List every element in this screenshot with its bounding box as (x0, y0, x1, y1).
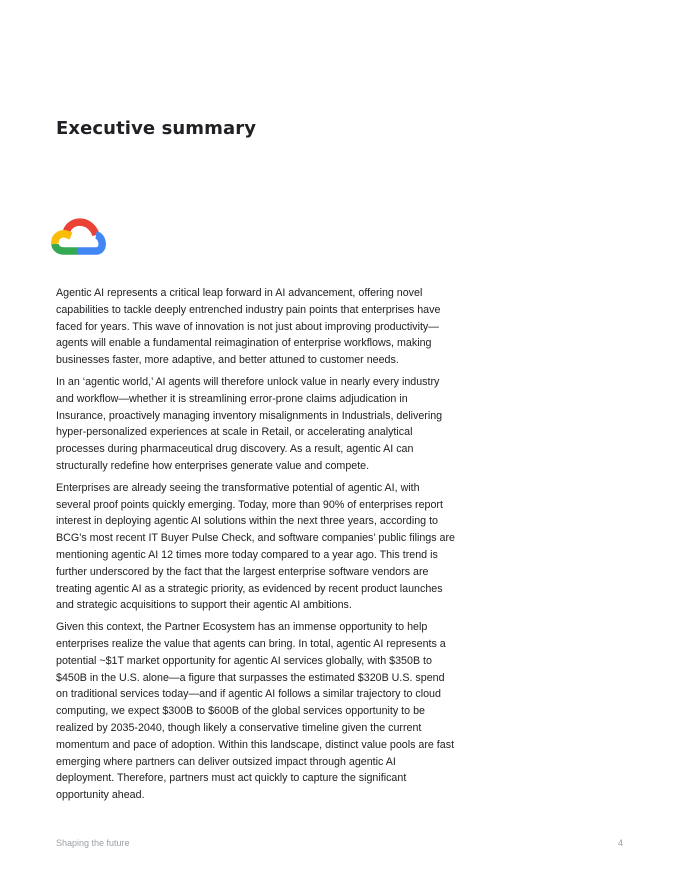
page-title: Executive summary (56, 118, 257, 139)
paragraph: In an ‘agentic world,’ AI agents will therefore unlock value in nearly every industry and workflow—whether it is streamlining error-prone claims adjudication in Insurance, proactively managing inventory misalignments in Industrials, delivering hyper-personalized experiences at scale in Retail, or accelerating analytical processes during pharmaceutical drug discovery. As a result, agentic AI can structurally redefine how enterprises generate value and compete. (56, 375, 443, 472)
paragraph: Given this context, the Partner Ecosystem has an immense opportunity to help enterprises realize the value that agents can bring. In total, agentic AI represents a potential ~$1T market opportunity for agentic AI services globally, with $350B to $450B in the U.S. alone—a figure that surpasses the estimated $320B U.S. spend on traditional services today—and if agentic AI follows a similar trajectory to cloud computing, we expect $300B to $600B of the global services opportunity to be realized by 2035-2040, though likely a conservative timeline given the current momentum and pace of adoption. Within this landscape, distinct value pools are fast emerging where partners can deliver outsized impact through agentic AI deployment. Therefore, partners must act quickly to capture the significant opportunity ahead. (56, 621, 455, 802)
body-text (56, 285, 456, 809)
paragraph: Enterprises are already seeing the transformative potential of agentic AI, with several proof points quickly emerging. Today, more than 90% of enterprises report interest in deploying agentic AI solutions within the next three years, according to BCG’s most recent IT Buyer Pulse Check, and software companies’ public filings are mentioning agentic AI 12 times more today compared to a year ago. This trend is further underscored by the fact that the largest enterprise software vendors are treating agentic AI as a strategic priority, as evidenced by recent product launches and strategic acquisitions to support their agentic AI ambitions. (56, 481, 455, 612)
page-number: 4 (617, 838, 623, 848)
footer-title: Shaping the future (56, 838, 130, 848)
logo-green-arc (55, 244, 77, 251)
paragraph: Agentic AI represents a critical leap forward in AI advancement, offering novel capabilities to tackle deeply entrenched industry pain points that enterprises have faced for years. This wave of innovation is not just about improving productivity—agents will enable a fundamental reimagination of enterprise workflows, making businesses faster, more adaptive, and better attuned to customer needs. (56, 287, 441, 367)
logo-yellow-arc (55, 234, 71, 244)
logo-blue-arc (77, 235, 102, 251)
google-cloud-logo-icon (48, 210, 108, 258)
